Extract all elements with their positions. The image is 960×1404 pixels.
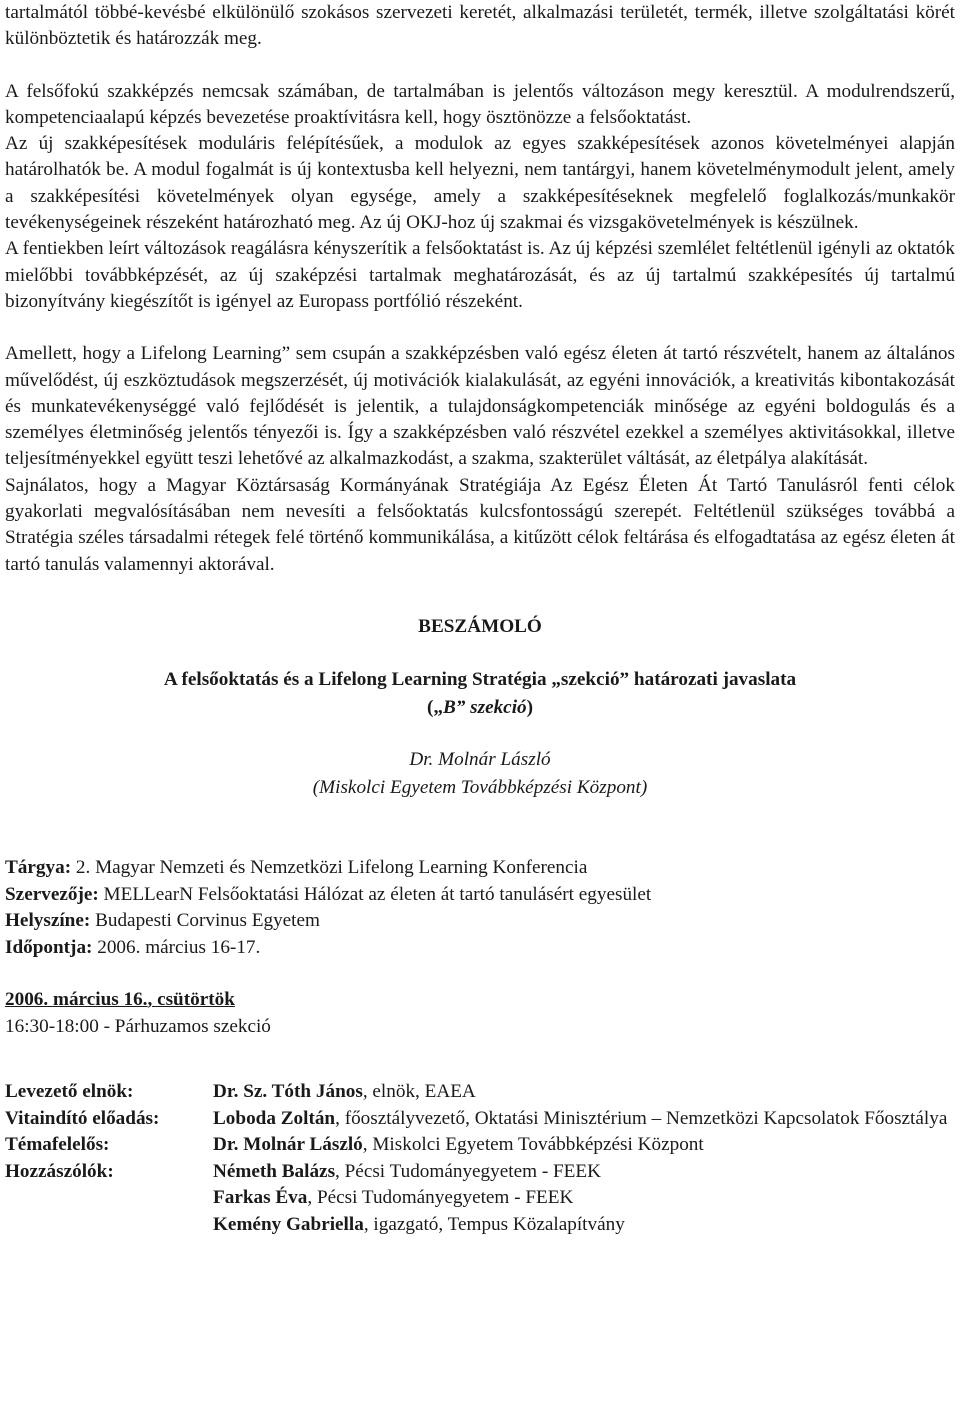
meta-row: Időpontja: 2006. március 16-17. <box>5 936 261 958</box>
role-label: Vitaindító előadás: <box>5 1107 160 1129</box>
paragraph: Amellett, hogy a Lifelong Learning” sem csupán a szakképzésben való egész életen át tartó részvételt, hanem az általános művelődést, új eszköztudások megszerzését, új motivációk kialakulását, az egyéni innovációk, a kreativitás kibontakozását és munkatevékenységgé való fejlődését is jelentik, a tulajdonságkompetenciák minősége az egyéni boldogulás és a személyes életminőség jelentős tényezői is. Így a szakképzésben való részvétel ezekkel a személyes aktivitásokkal, illetve teljesítményekkel együtt teszi lehetővé az alkalmazkodást, a szakma, szakterület váltását, az életpálya alakítását. <box>5 343 955 470</box>
roles-table <box>5 1079 947 1238</box>
session-date-block <box>5 987 955 1040</box>
role-label <box>5 1185 213 1212</box>
paragraph: Az új szakképesítések moduláris felépítésűek, a modulok az egyes szakképesítések azonos követelményei alapján határolhatók be. A modul fogalmát is új kontextusba kell helyezni, nem tantárgyi, hanem követelménymodult jelent, amely a szakképesítési követelmények olyan egysége, amely a szakképesítéseknek megfelelő foglalkozás/munkakör tevékenységeinek részeként határozható meg. Az új OKJ-hoz új szakmai és vizsgakövetelmények is készülnek. <box>5 133 955 234</box>
role-value: Kemény Gabriella, igazgató, Tempus Közalapítvány <box>213 1213 625 1235</box>
role-row <box>5 1079 947 1106</box>
session-date: 2006. március 16., csütörtök <box>5 989 235 1011</box>
role-row <box>5 1132 947 1159</box>
author-affiliation: (Miskolci Egyetem Továbbképzési Központ) <box>312 777 648 799</box>
role-label: Témafelelős: <box>5 1134 110 1156</box>
author-block <box>5 746 955 802</box>
paragraph: A felsőfokú szakképzés nemcsak számában, de tartalmában is jelentős változáson megy keresztül. A modulrendszerű, kompetenciaalapú képzés bevezetése proaktívitásra kell, hogy ösztönözze a felsőoktatást. <box>5 80 955 128</box>
role-value: Farkas Éva, Pécsi Tudományegyetem - FEEK <box>213 1187 574 1209</box>
meta-row: Szervezője: MELLearN Felsőoktatási Hálózat az életen át tartó tanulásért egyesület <box>5 883 652 905</box>
paragraph: Sajnálatos, hogy a Magyar Köztársaság Kormányának Stratégiája Az Egész Életen Át Tartó Tanulásról fenti célok gyakorlati megvalósításában nem nevesíti a felsőoktatás kulcsfontosságú szerepét. Feltétlenül szükséges továbbá a Stratégia széles társadalmi rétegek felé történő kommunikálása, a kitűzött célok feltárása és elfogadtatása az egész életen át tartó tanulás valamennyi aktorával. <box>5 474 955 575</box>
role-label: Levezető elnök: <box>5 1081 134 1103</box>
session-time: 16:30-18:00 - Párhuzamos szekció <box>5 1015 271 1037</box>
role-row <box>5 1185 947 1212</box>
event-meta <box>5 855 955 961</box>
report-subtitle <box>5 666 955 722</box>
role-row <box>5 1212 947 1239</box>
subtitle-line-2: („B” szekció) <box>426 697 534 719</box>
meta-row: Helyszíne: Budapesti Corvinus Egyetem <box>5 910 320 932</box>
role-value: Dr. Sz. Tóth János, elnök, EAEA <box>213 1081 476 1103</box>
subtitle-line: A felsőoktatás és a Lifelong Learning Stratégia „szekció” határozati javaslata <box>163 669 797 691</box>
paragraph: tartalmától többé-kevésbé elkülönülő szokásos szervezeti keretét, alkalmazási területét, termék, illetve szolgáltatási körét különböztetik és határozzák meg. <box>5 2 955 50</box>
role-value: Németh Balázs, Pécsi Tudományegyetem - FEEK <box>213 1160 601 1182</box>
role-value: Dr. Molnár László, Miskolci Egyetem Továbbképzési Központ <box>213 1134 704 1156</box>
report-title: BESZÁMOLÓ <box>418 615 542 637</box>
author-name: Dr. Molnár László <box>409 749 551 771</box>
role-label: Hozzászólók: <box>5 1160 114 1182</box>
role-row <box>5 1159 947 1186</box>
role-row <box>5 1106 947 1133</box>
role-label <box>5 1212 213 1239</box>
paragraph: A fentiekben leírt változások reagálásra kényszerítik a felsőoktatást is. Az új képzési szemlélet feltétlenül igényli az oktatók mielőbbi továbbképzését, az új szaképzési tartalmak meghatározását, és az új tartalmú szakképesítés új tartalmú bizonyítvány kiegészítőt is igényel az Europass portfólió részeként. <box>5 238 955 312</box>
meta-row: Tárgya: 2. Magyar Nemzeti és Nemzetközi Lifelong Learning Konferencia <box>5 857 588 879</box>
role-value: Loboda Zoltán, főosztályvezető, Oktatási Minisztérium – Nemzetközi Kapcsolatok Főosztálya <box>213 1107 948 1129</box>
